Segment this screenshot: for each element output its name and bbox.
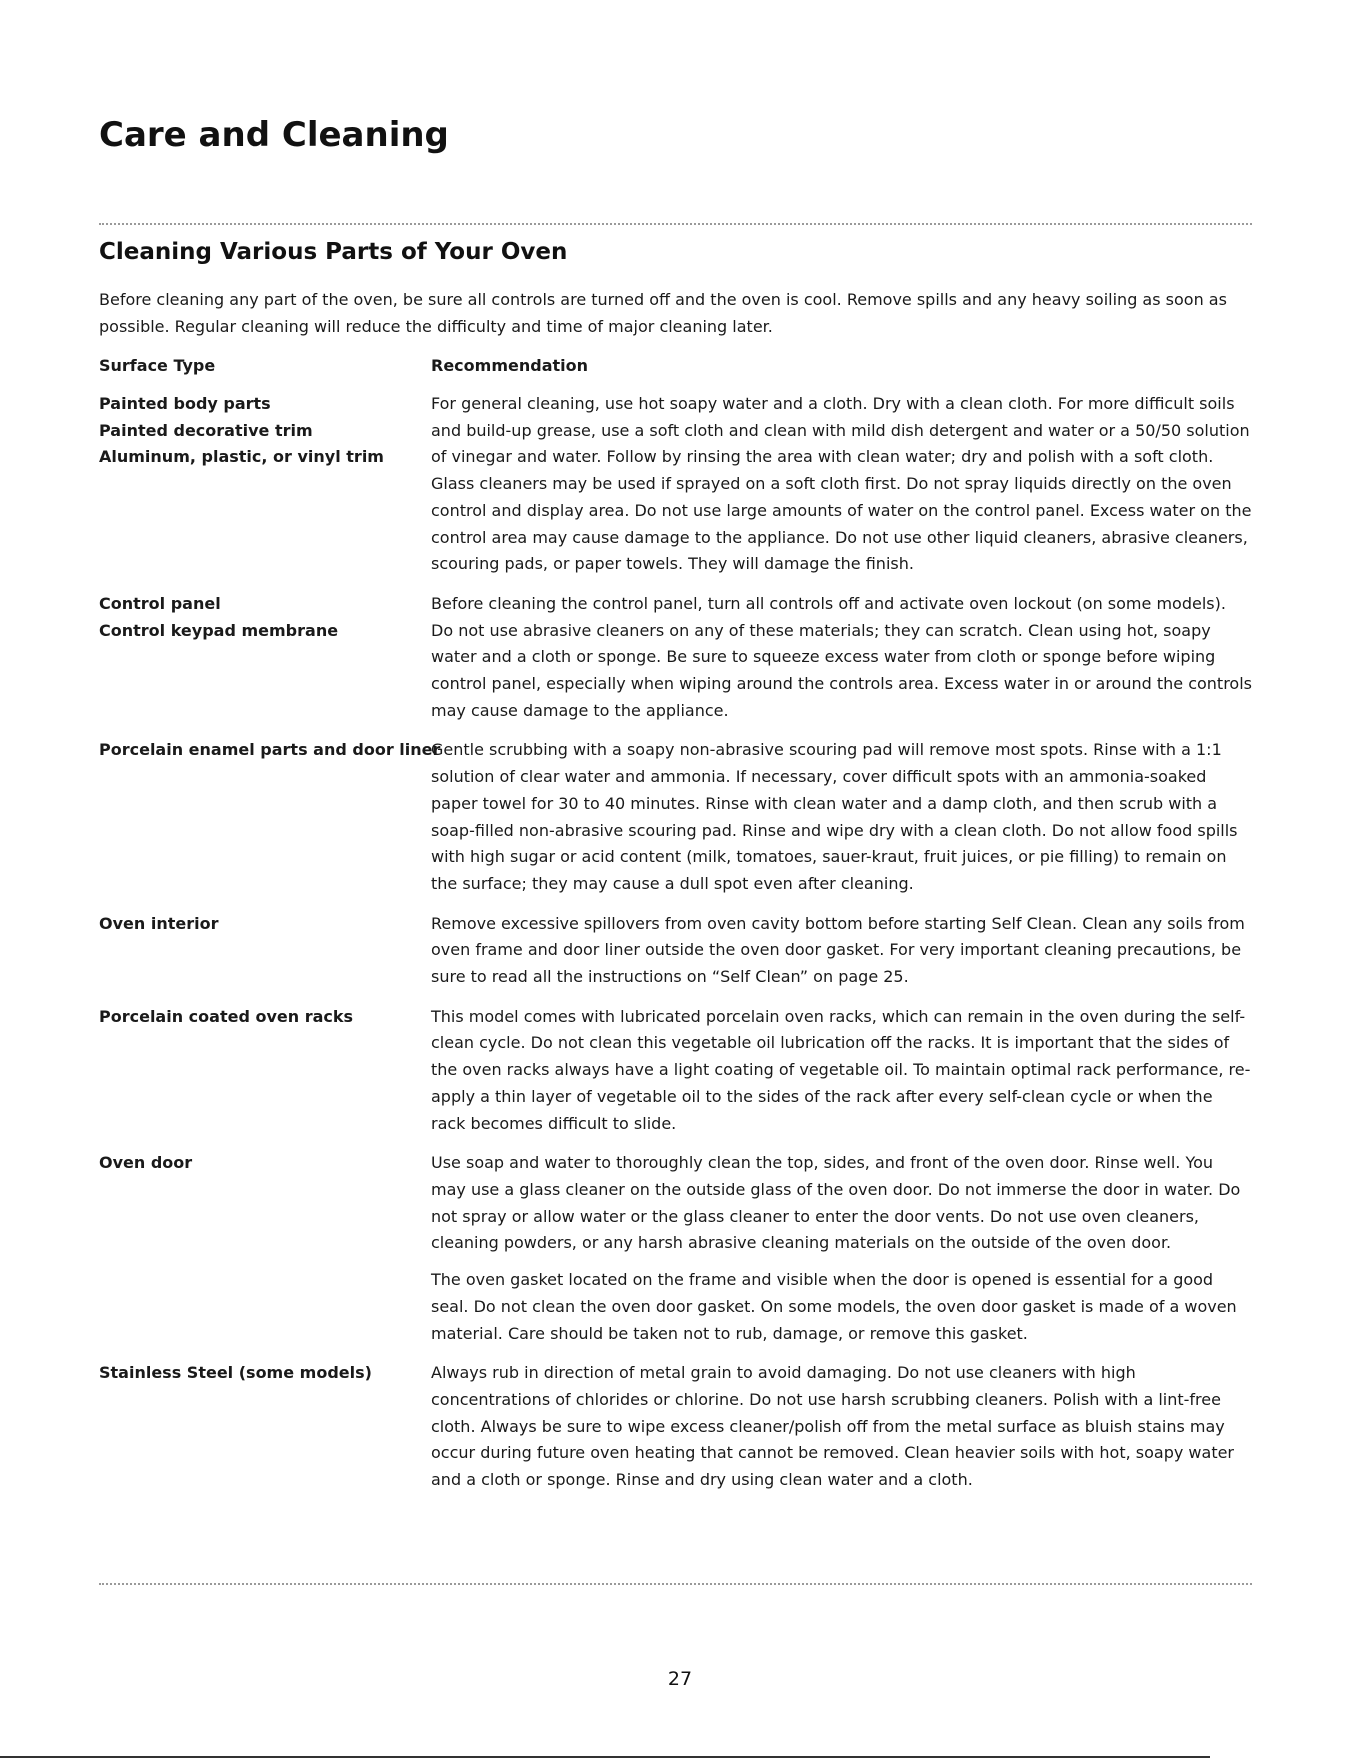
recommendation-text: This model comes with lubricated porcelain oven racks, which can remain in the oven during the self-clean cycle. Do not clean this vegetable oil lubrication off the racks. It is important that the sides of the oven racks always have a light coating of vegetable oil. To maintain optimal rack performance, re-apply a thin layer of vegetable oil to the sides of the rack after every self-clean cycle or when the rack becomes difficult to slide. — [431, 1006, 1251, 1133]
recommendation-text: Remove excessive spillovers from oven cavity bottom before starting Self Clean. Clean any soils from oven frame and door liner outside the oven door gasket. For very important cleaning precautions, be sure to read all the instructions on “Self Clean” on page 25. — [431, 913, 1245, 987]
header-surface-type: Surface Type — [99, 356, 216, 375]
surface-type-label: Oven door — [99, 1153, 193, 1173]
section-divider-bottom — [99, 1583, 1252, 1585]
page-number: 27 — [667, 1668, 693, 1690]
recommendation-text: Gentle scrubbing with a soapy non-abrasive scouring pad will remove most spots. Rinse with a 1:1 solution of clear water and ammonia. If necessary, cover difficult spots with an ammonia-soaked paper towel for 30 to 40 minutes. Rinse with clean water and a damp cloth, and then scrub with a soap-filled non-abrasive scouring pad. Rinse and wipe dry with a clean cloth. Do not allow food spills with high sugar or acid content (milk, tomatoes, sauer-kraut, fruit juices, or pie filling) to remain on the surface; they may cause a dull spot even after cleaning. — [431, 740, 1238, 893]
surface-type-cell — [99, 1150, 431, 1360]
section-title: Cleaning Various Parts of Your Oven — [99, 239, 568, 265]
recommendation-cell — [431, 391, 1252, 591]
header-recommendation: Recommendation — [431, 356, 588, 375]
recommendation-text: Use soap and water to thoroughly clean the top, sides, and front of the oven door. Rinse well. You may use a glass cleaner on the outside glass of the oven door. Do not immerse the door in water. Do not spray or allow water or the glass cleaner to enter the door vents. Do not use oven cleaners, cleaning powders, or any harsh abrasive cleaning materials on the outside of the oven door. — [431, 1153, 1241, 1253]
recommendation-text: Always rub in direction of metal grain to avoid damaging. Do not use cleaners with high concentrations of chlorides or chlorine. Do not use harsh scrubbing cleaners. Polish with a lint-free cloth. Always be sure to wipe excess cleaner/polish off from the metal surface as bluish stains may occur during future oven heating that cannot be removed. Clean heavier soils with hot, soapy water and a cloth or sponge. Rinse and dry using clean water and a cloth. — [431, 1363, 1235, 1490]
surface-type-label: Painted decorative trim — [99, 420, 313, 440]
surface-type-label: Oven interior — [99, 913, 219, 933]
recommendation-cell — [431, 1004, 1252, 1151]
surface-type-label: Control keypad membrane — [99, 620, 339, 640]
care-table — [99, 352, 1252, 1507]
surface-type-label: Control panel — [99, 593, 221, 613]
recommendation-text: Before cleaning the control panel, turn all controls off and activate oven lockout (on some models). Do not use abrasive cleaners on any of these materials; they can scratch. Clean using hot, soapy water and a cloth or sponge. Be sure to squeeze excess water from cloth or sponge before wiping control panel, especially when wiping around the controls area. Excess water in or around the controls may cause damage to the appliance. — [431, 593, 1252, 720]
page-title: Care and Cleaning — [99, 115, 449, 155]
surface-type-label: Aluminum, plastic, or vinyl trim — [99, 447, 384, 467]
intro-paragraph: Before cleaning any part of the oven, be sure all controls are turned off and the oven is cool. Remove spills and any heavy soiling as soon as possible. Regular cleaning will reduce the difficulty and time of major cleaning later. — [99, 290, 1227, 336]
surface-type-label: Stainless Steel (some models) — [99, 1363, 372, 1383]
surface-type-label: Porcelain coated oven racks — [99, 1006, 354, 1026]
table-body — [99, 391, 1252, 1507]
table-row — [99, 1150, 1252, 1360]
surface-type-cell — [99, 1004, 431, 1151]
recommendation-cell — [431, 737, 1252, 910]
surface-type-cell — [99, 911, 431, 1004]
section-divider-top — [99, 223, 1252, 225]
recommendation-text: For general cleaning, use hot soapy water and a cloth. Dry with a clean cloth. For more difficult soils and build-up grease, use a soft cloth and clean with mild dish detergent and water or a 50/50 solution of vinegar and water. Follow by rinsing the area with clean water; dry and polish with a soft cloth. Glass cleaners may be used if sprayed on a soft cloth first. Do not spray liquids directly on the oven control and display area. Do not use large amounts of water on the control panel. Excess water on the control area may cause damage to the appliance. Do not use other liquid cleaners, abrasive cleaners, scouring pads, or paper towels. They will damage the finish. — [431, 394, 1252, 574]
surface-type-cell — [99, 737, 441, 910]
table-row — [99, 737, 1252, 910]
recommendation-cell — [431, 911, 1252, 1004]
surface-type-label: Painted body parts — [99, 394, 271, 413]
surface-type-cell — [99, 591, 431, 738]
table-row — [99, 1360, 1252, 1507]
table-row — [99, 591, 1252, 738]
table-row — [99, 391, 1252, 591]
surface-type-label: Porcelain enamel parts and door liner — [99, 740, 441, 760]
table-row — [99, 1004, 1252, 1151]
recommendation-cell — [431, 1360, 1252, 1507]
recommendation-cell — [431, 1150, 1252, 1360]
surface-type-cell — [99, 391, 431, 591]
surface-type-cell — [99, 1360, 431, 1507]
recommendation-text: The oven gasket located on the frame and visible when the door is opened is essential for a good seal. Do not clean the oven door gasket. On some models, the oven door gasket is made of a woven material. Care should be taken not to rub, damage, or remove this gasket. — [431, 1270, 1237, 1343]
table-row — [99, 911, 1252, 1004]
table-header-row — [99, 352, 1252, 391]
footer-line — [0, 1756, 1210, 1758]
recommendation-cell — [431, 591, 1252, 738]
